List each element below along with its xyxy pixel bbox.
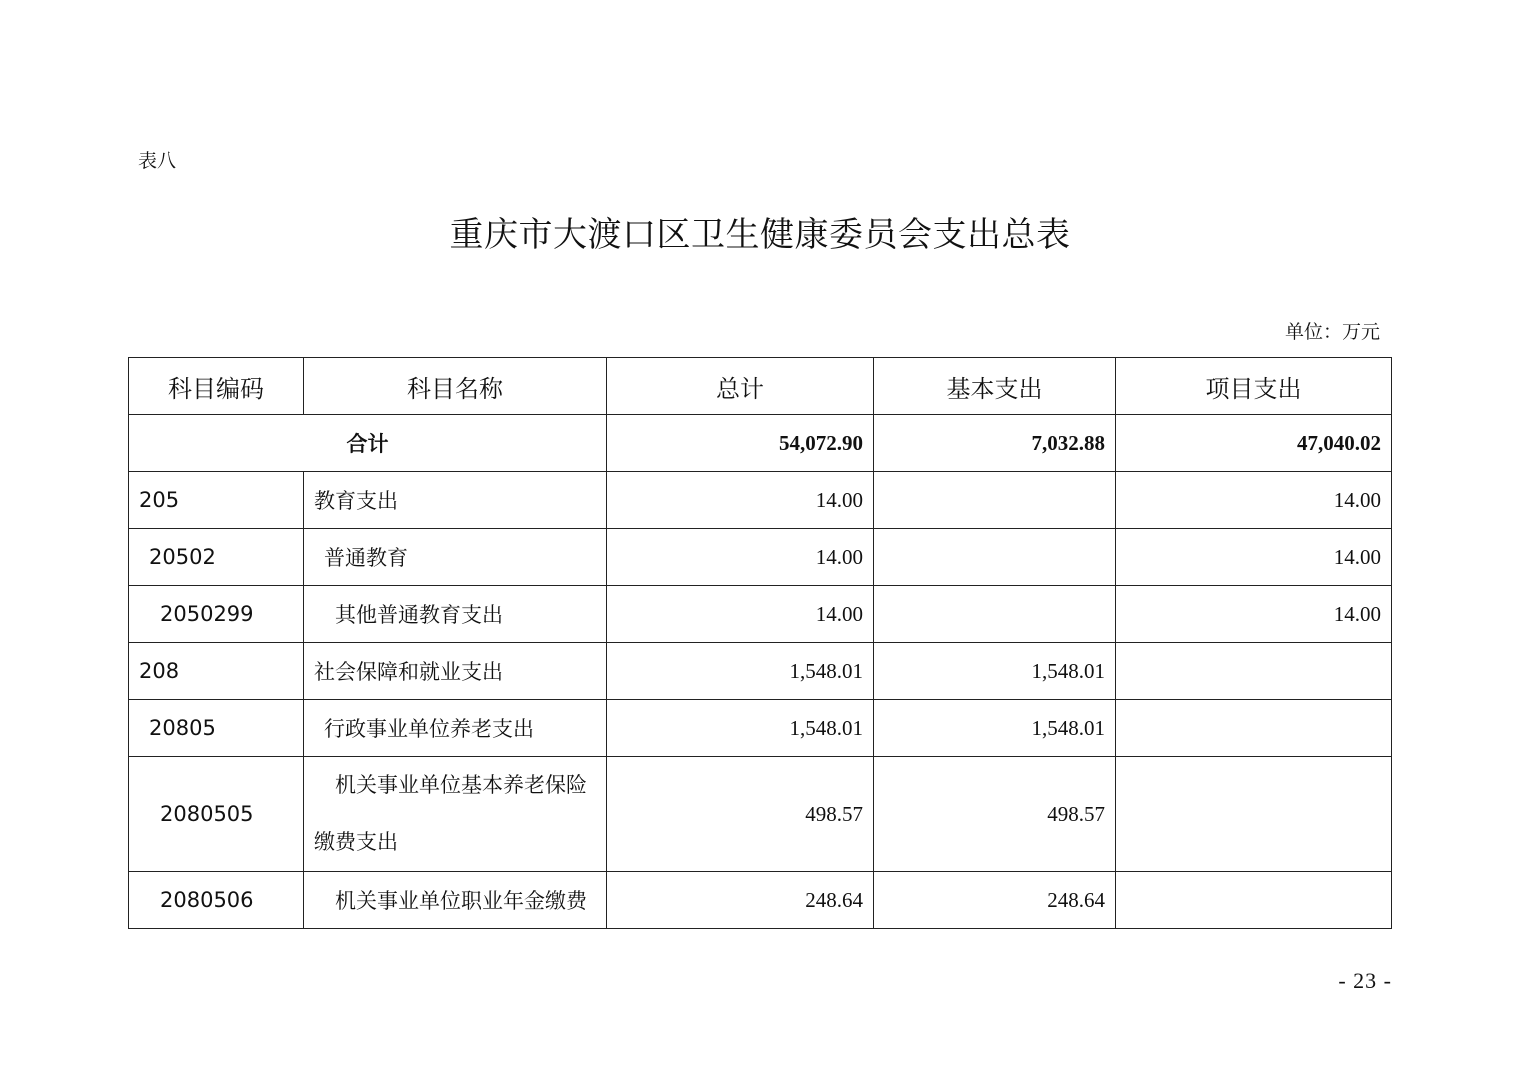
project-cell: 14.00: [1116, 472, 1392, 529]
code-cell: 2080506: [129, 872, 304, 929]
basic-cell: 248.64: [874, 872, 1116, 929]
basic-cell: 1,548.01: [874, 643, 1116, 700]
project-cell: 14.00: [1116, 529, 1392, 586]
column-header-total: 总计: [607, 358, 874, 415]
name-cell: 行政事业单位养老支出: [304, 700, 607, 757]
table-row: [129, 586, 1392, 643]
column-header-code: 科目编码: [129, 358, 304, 415]
name-cell: 社会保障和就业支出: [304, 643, 607, 700]
code-cell: 20805: [129, 700, 304, 757]
table-row: [129, 700, 1392, 757]
table-row: [129, 529, 1392, 586]
expenditure-table: [128, 357, 1392, 929]
project-cell: [1116, 872, 1392, 929]
table-row: [129, 872, 1392, 929]
name-cell: [304, 757, 607, 872]
basic-cell: [874, 529, 1116, 586]
unit-label: 单位：万元: [1284, 321, 1380, 343]
code-cell: 208: [129, 643, 304, 700]
table-label: 表八: [138, 150, 177, 172]
code-cell: 205: [129, 472, 304, 529]
total-cell: 1,548.01: [607, 643, 874, 700]
total-label: 合计: [129, 415, 607, 472]
total-cell-project: 47,040.02: [1116, 415, 1392, 472]
table-header-row: [129, 358, 1392, 415]
name-cell: 普通教育: [304, 529, 607, 586]
table-row: [129, 757, 1392, 872]
name-cell: 教育支出: [304, 472, 607, 529]
total-cell: 248.64: [607, 872, 874, 929]
total-row: [129, 415, 1392, 472]
name-cell: 机关事业单位职业年金缴费: [304, 872, 607, 929]
total-cell: 1,548.01: [607, 700, 874, 757]
code-cell: 2080505: [129, 757, 304, 872]
page-number: - 23 -: [1338, 968, 1392, 993]
project-cell: [1116, 700, 1392, 757]
table-row: [129, 643, 1392, 700]
code-cell: 2050299: [129, 586, 304, 643]
project-cell: 14.00: [1116, 586, 1392, 643]
total-cell: 14.00: [607, 529, 874, 586]
column-header-basic: 基本支出: [874, 358, 1116, 415]
column-header-project: 项目支出: [1116, 358, 1392, 415]
basic-cell: [874, 472, 1116, 529]
total-cell: 14.00: [607, 586, 874, 643]
basic-cell: [874, 586, 1116, 643]
column-header-name: 科目名称: [304, 358, 607, 415]
basic-cell: 498.57: [874, 757, 1116, 872]
name-line-2: 缴费支出: [314, 830, 398, 854]
page-title: 重庆市大渡口区卫生健康委员会支出总表: [449, 215, 1071, 255]
total-cell-basic: 7,032.88: [874, 415, 1116, 472]
total-cell: 498.57: [607, 757, 874, 872]
total-cell: 14.00: [607, 472, 874, 529]
name-line-1: 机关事业单位基本养老保险: [335, 773, 587, 797]
project-cell: [1116, 643, 1392, 700]
project-cell: [1116, 757, 1392, 872]
table-row: [129, 472, 1392, 529]
basic-cell: 1,548.01: [874, 700, 1116, 757]
total-cell-total: 54,072.90: [607, 415, 874, 472]
code-cell: 20502: [129, 529, 304, 586]
name-cell: 其他普通教育支出: [304, 586, 607, 643]
